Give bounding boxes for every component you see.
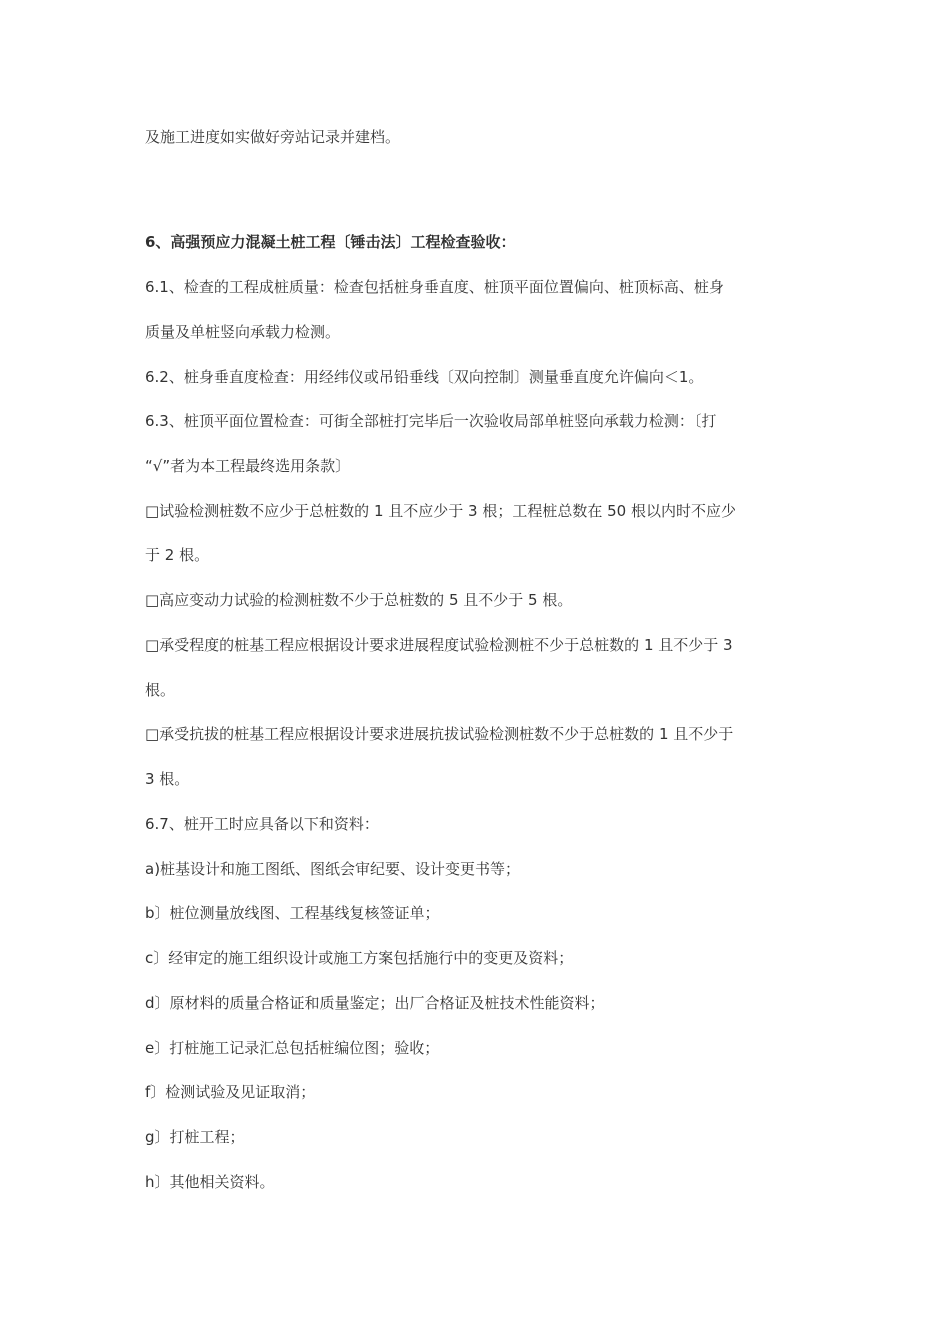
checkbox-clause-line: □承受抗拔的桩基工程应根据设计要求进展抗拔试验检测桩数不少于总桩数的 1 且不少于: [145, 725, 734, 743]
paragraph-line: 6.3、桩顶平面位置检查：可街全部桩打完毕后一次验收局部单桩竖向承载力检测：〔打: [145, 412, 717, 430]
paragraph-line: 根。: [145, 681, 176, 699]
paragraph-line: 6.1、检查的工程成桩质量：检查包括桩身垂直度、桩顶平面位置偏向、桩顶标高、桩身: [145, 278, 724, 296]
paragraph-line: 6.2、桩身垂直度检查：用经纬仪或吊铅垂线〔双向控制〕测量垂直度允许偏向＜1。: [145, 368, 704, 386]
paragraph-line: 3 根。: [145, 770, 190, 788]
list-item: d〕原材料的质量合格证和质量鉴定；出厂合格证及桩技术性能资料；: [145, 994, 605, 1012]
paragraph-line: 6.7、桩开工时应具备以下和资料：: [145, 815, 379, 833]
list-item: e〕打桩施工记录汇总包括桩编位图；验收；: [145, 1039, 440, 1057]
paragraph-line: 及施工进度如实做好旁站记录并建档。: [145, 128, 401, 146]
checkbox-clause-line: □高应变动力试验的检测桩数不少于总桩数的 5 且不少于 5 根。: [145, 591, 573, 609]
list-item: b〕桩位测量放线图、工程基线复核签证单；: [145, 904, 440, 922]
list-item: c〕经审定的施工组织设计或施工方案包括施行中的变更及资料；: [145, 949, 574, 967]
paragraph-line: “√”者为本工程最终选用条款〕: [145, 457, 351, 475]
list-item: h〕其他相关资料。: [145, 1173, 275, 1191]
paragraph-line: 质量及单桩竖向承载力检测。: [145, 323, 341, 341]
list-item: f〕检测试验及见证取消；: [145, 1083, 316, 1101]
list-item: g〕打桩工程；: [145, 1128, 245, 1146]
checkbox-clause-line: □承受程度的桩基工程应根据设计要求进展程度试验检测桩不少于总桩数的 1 且不少于 3: [145, 636, 733, 654]
checkbox-clause-line: □试验检测桩数不应少于总桩数的 1 且不应少于 3 根；工程桩总数在 50 根以内时不应少: [145, 502, 736, 520]
section-heading: 6、高强预应力混凝土桩工程〔锤击法〕工程检查验收：: [145, 233, 516, 251]
list-item: a)桩基设计和施工图纸、图纸会审纪要、设计变更书等；: [145, 860, 521, 878]
paragraph-line: 于 2 根。: [145, 546, 210, 564]
